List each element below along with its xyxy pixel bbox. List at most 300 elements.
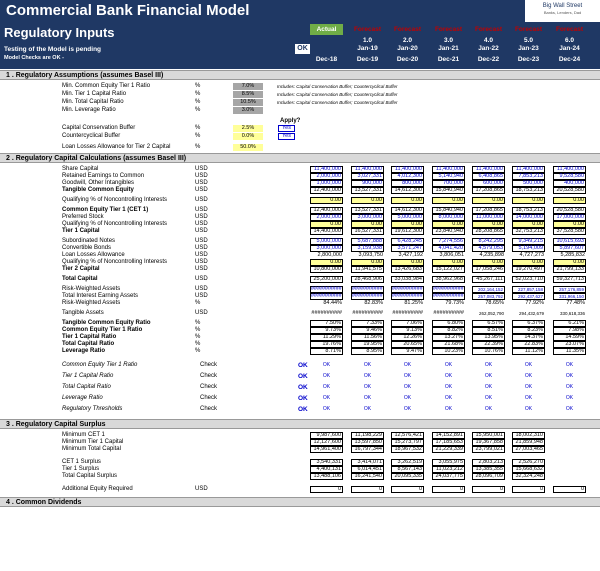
value-cell[interactable]: 2,000,000 (310, 173, 343, 180)
value-cell[interactable]: 33,038,984 (391, 276, 424, 283)
value-cell[interactable]: 7.33% (351, 320, 384, 327)
value-cell[interactable]: 20,528,580 (553, 207, 586, 214)
surplus-cell[interactable]: 0 (351, 486, 384, 493)
row-label: Min. Common Equity Tier 1 Ratio (62, 83, 151, 89)
surplus-cell[interactable]: 15,668,632 (512, 466, 545, 473)
value-cell[interactable]: ########## (311, 286, 342, 292)
value-cell[interactable]: 17,208,865 (472, 207, 505, 214)
surplus-cell[interactable]: 3,055,975 (432, 459, 465, 466)
value-cell[interactable]: 5,194,009 (512, 245, 545, 252)
value-cell[interactable]: 14,612,300 (391, 187, 424, 194)
value-cell[interactable]: 3,571,247 (391, 245, 424, 252)
surplus-cell[interactable]: 21,859,948 (512, 439, 545, 446)
value-cell[interactable]: 5,897,607 (553, 245, 586, 252)
check-cell-ok: OK (403, 395, 412, 401)
check-cell-ok: OK (363, 406, 372, 412)
value-cell[interactable]: 5,000,000 (391, 214, 424, 221)
column-type-5: Forecast (514, 26, 543, 33)
value-cell[interactable]: 0.00 (432, 221, 465, 228)
surplus-cell[interactable]: 24,037,775 (432, 473, 465, 480)
value-cell[interactable]: 21.68% (432, 341, 465, 348)
row-label: Countercyclical Buffer (62, 133, 121, 139)
column-type-1: Forecast (353, 26, 382, 33)
row-unit: USD (195, 221, 208, 227)
check-label: Check (200, 406, 218, 412)
value-cell[interactable]: 400,000 (553, 180, 586, 187)
apply-yes-toggle[interactable]: Yes (278, 125, 295, 132)
value-cell[interactable]: 14.37% (512, 334, 545, 341)
surplus-cell[interactable]: 0 (553, 486, 586, 493)
value-cell[interactable]: 0.00 (351, 259, 384, 266)
row-label: Minimum Tier 1 Capital (62, 439, 124, 445)
buffer-input[interactable]: 2.5% (233, 125, 263, 132)
value-cell[interactable]: 8.71% (310, 348, 343, 355)
value-cell[interactable]: 0.00 (391, 221, 424, 228)
value-cell[interactable]: 13,426,683 (391, 266, 424, 273)
value-cell[interactable]: 38,962,968 (432, 276, 465, 283)
surplus-cell[interactable]: 23,799,021 (472, 446, 505, 453)
check-cell-ok: OK (524, 362, 533, 368)
value-cell[interactable]: 7,274,556 (432, 238, 465, 245)
value-cell[interactable]: 14,400,000 (310, 228, 343, 235)
value-cell[interactable]: 18,753,213 (512, 207, 545, 214)
value-cell[interactable]: 0.00 (310, 221, 343, 228)
value-cell[interactable]: 4,041,420 (432, 245, 465, 252)
value-cell[interactable]: ########## (311, 293, 342, 299)
value-cell[interactable]: 0.00 (472, 197, 505, 204)
value-cell[interactable]: 0.00 (512, 221, 545, 228)
value-cell[interactable]: 12,400,000 (310, 187, 343, 194)
column-period-number-2: 2.0 (402, 37, 413, 44)
value-cell[interactable]: 11,941,575 (351, 266, 384, 273)
value-cell[interactable]: 5,000,000 (310, 238, 343, 245)
check-cell-ok: OK (524, 373, 533, 379)
logo-text: Big Wall Street (542, 3, 583, 9)
value-cell[interactable]: 45,267,111 (472, 276, 505, 283)
value-cell[interactable]: 9.13% (391, 327, 424, 334)
value-cell[interactable]: 7.50% (310, 320, 343, 327)
row-label: Goodwill, Other Intangibles (62, 180, 135, 186)
value-cell[interactable]: 3,093,750 (358, 252, 383, 258)
value-cell[interactable]: 11,400,000 (432, 166, 465, 173)
value-cell[interactable]: 4,012,300 (391, 173, 424, 180)
surplus-cell[interactable]: 12,127,600 (310, 439, 343, 446)
value-cell[interactable]: 700,000 (432, 180, 465, 187)
row-label: Tangible Common Equity (62, 187, 134, 193)
row-unit: % (195, 83, 201, 89)
value-cell[interactable]: 6.80% (432, 320, 465, 327)
value-cell[interactable]: 12.26% (391, 334, 424, 341)
surplus-cell[interactable]: 11,198,229 (351, 432, 384, 439)
assumption-input[interactable]: 7.0% (233, 83, 263, 90)
value-cell[interactable]: 227,857,158 (512, 286, 545, 293)
surplus-cell[interactable]: 16,797,344 (351, 446, 384, 453)
surplus-cell[interactable]: 13,488,106 (310, 473, 343, 480)
surplus-cell[interactable]: 4,400,131 (310, 466, 343, 473)
surplus-cell[interactable]: 2,803,213 (472, 459, 505, 466)
check-label: Check (200, 384, 218, 390)
value-cell[interactable]: 11,400,000 (391, 166, 424, 173)
value-cell[interactable]: 10.76% (472, 348, 505, 355)
value-cell[interactable]: 8,000,000 (432, 214, 465, 221)
value-cell[interactable]: 10,615,693 (553, 238, 586, 245)
surplus-cell[interactable]: 6,014,451 (351, 466, 384, 473)
value-cell[interactable]: 0.00 (472, 221, 505, 228)
value-cell[interactable]: 3,159,938 (351, 245, 384, 252)
value-cell[interactable]: 13,527,331 (351, 207, 384, 214)
value-cell[interactable]: 0.00 (512, 259, 545, 266)
surplus-cell[interactable]: 2,526,270 (512, 459, 545, 466)
surplus-cell[interactable]: 32,324,248 (512, 473, 545, 480)
value-cell[interactable]: ########## (352, 293, 383, 299)
value-cell[interactable]: 9.73% (310, 327, 343, 334)
value-cell[interactable]: 14,612,300 (391, 207, 424, 214)
surplus-cell[interactable]: 0 (310, 486, 343, 493)
value-cell[interactable]: ########## (352, 286, 383, 292)
value-cell[interactable]: 6,408,865 (472, 173, 505, 180)
value-cell[interactable]: 11.35% (553, 348, 586, 355)
value-cell[interactable]: 5,285,832 (560, 252, 585, 258)
value-cell[interactable]: 9,349,215 (512, 238, 545, 245)
value-cell[interactable]: 20,528,580 (553, 187, 586, 194)
value-cell[interactable]: 11,400,000 (351, 166, 384, 173)
value-cell[interactable]: 0.00 (472, 259, 505, 266)
value-cell[interactable]: 28,468,906 (351, 276, 384, 283)
assumption-note: Includes: Capital Conservation Buffer; Countercyclical Buffer (277, 100, 398, 105)
value-cell[interactable]: 13.95% (472, 334, 505, 341)
value-cell[interactable]: 19,270,497 (512, 266, 545, 273)
value-cell[interactable]: ########## (311, 310, 342, 316)
value-cell[interactable]: 292,437,627 (512, 293, 545, 300)
value-cell[interactable]: 6,428,245 (391, 238, 424, 245)
testing-status: Testing of the Model is pending (4, 46, 102, 53)
check-cell-ok: OK (322, 406, 331, 412)
value-cell[interactable]: 9.46% (351, 327, 384, 334)
value-cell[interactable]: 0.00 (512, 197, 545, 204)
check-cell-ok: OK (363, 362, 372, 368)
check-cell-ok: OK (524, 395, 533, 401)
value-cell[interactable]: 4,579,053 (472, 245, 505, 252)
value-cell[interactable]: 11,400,000 (512, 166, 545, 173)
surplus-cell[interactable]: 8,567,143 (391, 466, 424, 473)
value-cell[interactable]: 6.21% (553, 320, 586, 327)
surplus-cell[interactable]: 17,185,653 (432, 439, 465, 446)
apply-header: Apply? (280, 118, 301, 124)
surplus-cell[interactable]: 28,096,709 (472, 473, 505, 480)
surplus-cell[interactable]: 12,576,421 (391, 432, 424, 439)
value-cell[interactable]: 7,853,213 (512, 173, 545, 180)
apply-yes-toggle[interactable]: Yes (278, 133, 295, 140)
surplus-cell[interactable]: 11,023,212 (432, 466, 465, 473)
value-cell[interactable]: 7.98% (553, 327, 586, 334)
check-cell-ok: OK (444, 373, 453, 379)
surplus-cell[interactable]: 14,961,400 (310, 446, 343, 453)
value-cell[interactable]: 21,799,133 (553, 266, 586, 273)
column-type-2: Forecast (393, 26, 422, 33)
value-cell[interactable]: 0.00 (432, 197, 465, 204)
row-label: Tier 2 Capital (62, 266, 100, 272)
surplus-cell[interactable]: 9,987,600 (310, 432, 343, 439)
value-cell[interactable]: 0.00 (553, 197, 586, 204)
row-label: Qualifying % of Noncontrolling Interests (62, 221, 168, 227)
value-cell[interactable]: 23,840,940 (432, 228, 465, 235)
value-cell[interactable]: 11.56% (351, 334, 384, 341)
check-cell-ok: OK (565, 384, 574, 390)
value-cell[interactable]: 17,058,246 (472, 266, 505, 273)
row-label: Capital Conservation Buffer (62, 125, 136, 131)
assumption-input[interactable]: 3.0% (233, 107, 263, 114)
value-cell[interactable]: 15,840,940 (432, 207, 465, 214)
value-cell[interactable]: ########## (392, 286, 423, 292)
value-cell[interactable]: 5,687,888 (351, 238, 384, 245)
row-unit: USD (195, 187, 208, 193)
value-cell[interactable]: 18,753,213 (512, 187, 545, 194)
value-cell[interactable]: 15,840,940 (432, 187, 465, 194)
value-cell[interactable]: ########## (392, 310, 423, 316)
column-period-number-1: 1.0 (362, 37, 373, 44)
value-cell[interactable]: 17,208,865 (472, 187, 505, 194)
surplus-cell[interactable]: 13,385,355 (472, 466, 505, 473)
row-unit: USD (195, 293, 208, 299)
value-cell[interactable]: 202,164,152 (472, 286, 505, 293)
value-cell[interactable]: 2,000,000 (310, 214, 343, 221)
value-cell[interactable]: 600,000 (472, 180, 505, 187)
value-cell[interactable]: 294,432,679 (518, 311, 544, 316)
surplus-cell[interactable]: 20,095,335 (391, 473, 424, 480)
value-cell[interactable]: 331,966,150 (553, 293, 586, 300)
row-unit: % (195, 99, 201, 105)
check-cell-ok: OK (565, 373, 574, 379)
row-unit: USD (195, 252, 208, 258)
row-label: Total Capital Surplus (62, 473, 118, 479)
value-cell[interactable]: 3,000,000 (310, 245, 343, 252)
surplus-cell[interactable]: 15,950,001 (472, 432, 505, 439)
value-cell[interactable]: 257,083,792 (472, 293, 505, 300)
row-label: Convertible Bonds (62, 245, 112, 251)
row-label: Total Interest Earning Assets (62, 293, 139, 299)
value-cell[interactable]: 0.00 (351, 197, 384, 204)
row-unit: % (195, 133, 201, 139)
check-cell-ok: OK (363, 384, 372, 390)
value-cell[interactable]: 8.95% (351, 348, 384, 355)
value-cell[interactable]: 0.00 (391, 259, 424, 266)
value-cell[interactable]: 3,000,000 (351, 214, 384, 221)
value-cell[interactable]: 800,000 (391, 180, 424, 187)
check-summary-ok: OK (298, 384, 308, 391)
value-cell[interactable]: 22.83% (512, 341, 545, 348)
value-cell[interactable]: 8.82% (432, 327, 465, 334)
value-cell[interactable]: 11.29% (310, 334, 343, 341)
section-header: 3 . Regulatory Capital Surplus (0, 419, 600, 429)
surplus-cell[interactable]: 27,003,465 (512, 446, 545, 453)
model-checks-status: Model Checks are OK - (4, 55, 64, 61)
value-cell[interactable]: 3,806,051 (439, 252, 464, 258)
row-unit: % (195, 348, 201, 354)
value-cell[interactable]: 13.27% (432, 334, 465, 341)
value-cell[interactable]: 0.00 (391, 197, 424, 204)
value-cell[interactable]: ########## (433, 286, 464, 292)
value-cell[interactable]: 25,200,000 (310, 276, 343, 283)
check-summary-ok: OK (298, 395, 308, 402)
value-cell[interactable]: 19.95% (351, 341, 384, 348)
surplus-cell[interactable]: 0 (391, 486, 424, 493)
surplus-cell[interactable]: 18,967,532 (391, 446, 424, 453)
surplus-cell[interactable]: 19,367,858 (472, 439, 505, 446)
value-cell[interactable]: 3,427,192 (398, 252, 423, 258)
column-start-date-5: Jan-23 (518, 45, 539, 52)
value-cell[interactable]: 20.65% (391, 341, 424, 348)
ok-indicator[interactable]: OK (295, 44, 310, 54)
value-cell[interactable]: 77.92% (525, 300, 544, 306)
row-label: Preferred Stock (62, 214, 104, 220)
check-cell-ok: OK (565, 362, 574, 368)
value-cell[interactable]: ########## (392, 293, 423, 299)
value-cell[interactable]: 9.47% (391, 348, 424, 355)
row-unit: % (195, 125, 201, 131)
model-title: Commercial Bank Financial Model (6, 2, 250, 19)
surplus-cell[interactable]: 18,002,310 (512, 432, 545, 439)
value-cell[interactable]: 7.06% (391, 320, 424, 327)
value-cell[interactable]: ########## (433, 293, 464, 299)
value-cell[interactable]: 8,242,295 (472, 238, 505, 245)
column-period-number-5: 5.0 (523, 37, 534, 44)
assumption-note: Includes: Capital Conservation Buffer; Countercyclical Buffer (277, 92, 398, 97)
check-cell-ok: OK (565, 406, 574, 412)
value-cell[interactable]: 59,327,713 (553, 276, 586, 283)
column-period-number-6: 6.0 (564, 37, 575, 44)
assumption-input[interactable]: 8.5% (233, 91, 263, 98)
row-label: Common Equity Tier 1 Ratio (62, 362, 138, 368)
value-cell[interactable]: 19.76% (310, 341, 343, 348)
value-cell[interactable]: 10,800,000 (310, 266, 343, 273)
assumption-input[interactable]: 10.5% (233, 99, 263, 106)
value-cell[interactable]: 5,140,940 (432, 173, 465, 180)
value-cell[interactable]: 19,612,300 (391, 228, 424, 235)
value-cell[interactable]: 84.44% (323, 300, 342, 306)
surplus-cell[interactable]: 0 (432, 486, 465, 493)
value-cell[interactable]: 1,000,000 (310, 180, 343, 187)
value-cell[interactable]: 3,027,331 (351, 173, 384, 180)
row-label: Tier 1 Capital Ratio (62, 373, 114, 379)
check-cell-ok: OK (403, 406, 412, 412)
value-cell[interactable]: 37,528,580 (553, 228, 586, 235)
surplus-cell[interactable]: 15,273,797 (391, 439, 424, 446)
lla-input[interactable]: 50.0% (233, 144, 263, 151)
value-cell[interactable]: 262,052,790 (478, 311, 504, 316)
section-header: 1 . Regulatory Assumptions (assumes Basel III) (0, 70, 600, 80)
value-cell[interactable]: 11.12% (512, 348, 545, 355)
value-cell[interactable]: 15,122,027 (432, 266, 465, 273)
value-cell[interactable]: 0.00 (553, 259, 586, 266)
row-label: Share Capital (62, 166, 99, 172)
surplus-cell[interactable]: 16,241,540 (351, 473, 384, 480)
value-cell[interactable]: 22.39% (472, 341, 505, 348)
row-label: Loan Losses Allowance (62, 252, 125, 258)
row-label: Subordinated Notes (62, 238, 116, 244)
value-cell[interactable]: 4,235,898 (479, 252, 504, 258)
row-unit: USD (195, 166, 208, 172)
value-cell[interactable]: 6.57% (472, 320, 505, 327)
value-cell[interactable]: 52,023,710 (512, 276, 545, 283)
value-cell[interactable]: ########## (433, 310, 464, 316)
value-cell[interactable]: 4,727,273 (519, 252, 544, 258)
surplus-cell[interactable]: 3,414,071 (351, 459, 384, 466)
row-unit: % (195, 327, 201, 333)
value-cell[interactable]: 28,208,865 (472, 228, 505, 235)
row-unit: % (195, 341, 201, 347)
surplus-cell[interactable]: 21,229,339 (432, 446, 465, 453)
value-cell[interactable]: 0.00 (310, 197, 343, 204)
value-cell[interactable]: 12,400,000 (310, 207, 343, 214)
value-cell[interactable]: 0.00 (310, 259, 343, 266)
value-cell[interactable]: 81.25% (404, 300, 423, 306)
value-cell[interactable]: 0.00 (432, 259, 465, 266)
value-cell[interactable]: 11,400,000 (553, 166, 586, 173)
row-label: Minimum Total Capital (62, 446, 121, 452)
value-cell[interactable]: 11,400,000 (472, 166, 505, 173)
value-cell[interactable]: 8.23% (512, 327, 545, 334)
buffer-input[interactable]: 0.0% (233, 133, 263, 140)
value-cell[interactable]: 14.59% (553, 334, 586, 341)
value-cell[interactable]: 0.00 (553, 221, 586, 228)
value-cell[interactable]: 23.07% (553, 341, 586, 348)
value-cell[interactable]: 11,000,000 (472, 214, 505, 221)
column-type-3: Forecast (434, 26, 463, 33)
row-label: Total Capital Ratio (62, 384, 111, 390)
value-cell[interactable]: 330,618,336 (559, 311, 585, 316)
surplus-cell[interactable]: 0 (472, 486, 505, 493)
value-cell[interactable]: 6.37% (512, 320, 545, 327)
row-label: CET 1 Surplus (62, 459, 101, 465)
value-cell[interactable]: 900,000 (351, 180, 384, 187)
value-cell[interactable]: 17,000,000 (553, 214, 586, 221)
check-cell-ok: OK (524, 384, 533, 390)
value-cell[interactable]: 500,000 (512, 180, 545, 187)
value-cell[interactable]: 79.73% (445, 300, 464, 306)
value-cell[interactable]: 14,000,000 (512, 214, 545, 221)
value-cell[interactable]: 257,176,859 (553, 286, 586, 293)
check-cell-ok: OK (484, 395, 493, 401)
row-unit: % (195, 320, 201, 326)
value-cell[interactable]: 16,527,331 (351, 228, 384, 235)
value-cell[interactable]: 9,528,580 (553, 173, 586, 180)
column-end-date-1: Dec-19 (356, 56, 379, 63)
surplus-cell[interactable]: 3,540,331 (310, 459, 343, 466)
value-cell[interactable]: 32,753,213 (512, 228, 545, 235)
value-cell[interactable]: 11,400,000 (310, 166, 343, 173)
column-period-number-4: 4.0 (483, 37, 494, 44)
surplus-cell[interactable]: 14,152,891 (432, 432, 465, 439)
value-cell[interactable]: 8.51% (472, 327, 505, 334)
check-cell-ok: OK (444, 362, 453, 368)
row-unit: USD (195, 310, 208, 316)
value-cell[interactable]: 2,800,000 (317, 252, 342, 258)
row-unit: USD (195, 276, 208, 282)
surplus-cell[interactable]: 13,597,850 (351, 439, 384, 446)
value-cell[interactable]: 78.65% (485, 300, 504, 306)
surplus-cell[interactable]: 3,262,519 (391, 459, 424, 466)
check-cell-ok: OK (403, 384, 412, 390)
value-cell[interactable]: 10.23% (432, 348, 465, 355)
logo (525, 0, 600, 22)
value-cell[interactable]: 77.48% (566, 300, 585, 306)
value-cell[interactable]: ########## (352, 310, 383, 316)
value-cell[interactable]: 13,527,331 (351, 187, 384, 194)
value-cell[interactable]: 82.83% (364, 300, 383, 306)
surplus-cell[interactable]: 0 (512, 486, 545, 493)
row-label: Leverage Ratio (62, 395, 103, 401)
value-cell[interactable]: 0.00 (351, 221, 384, 228)
